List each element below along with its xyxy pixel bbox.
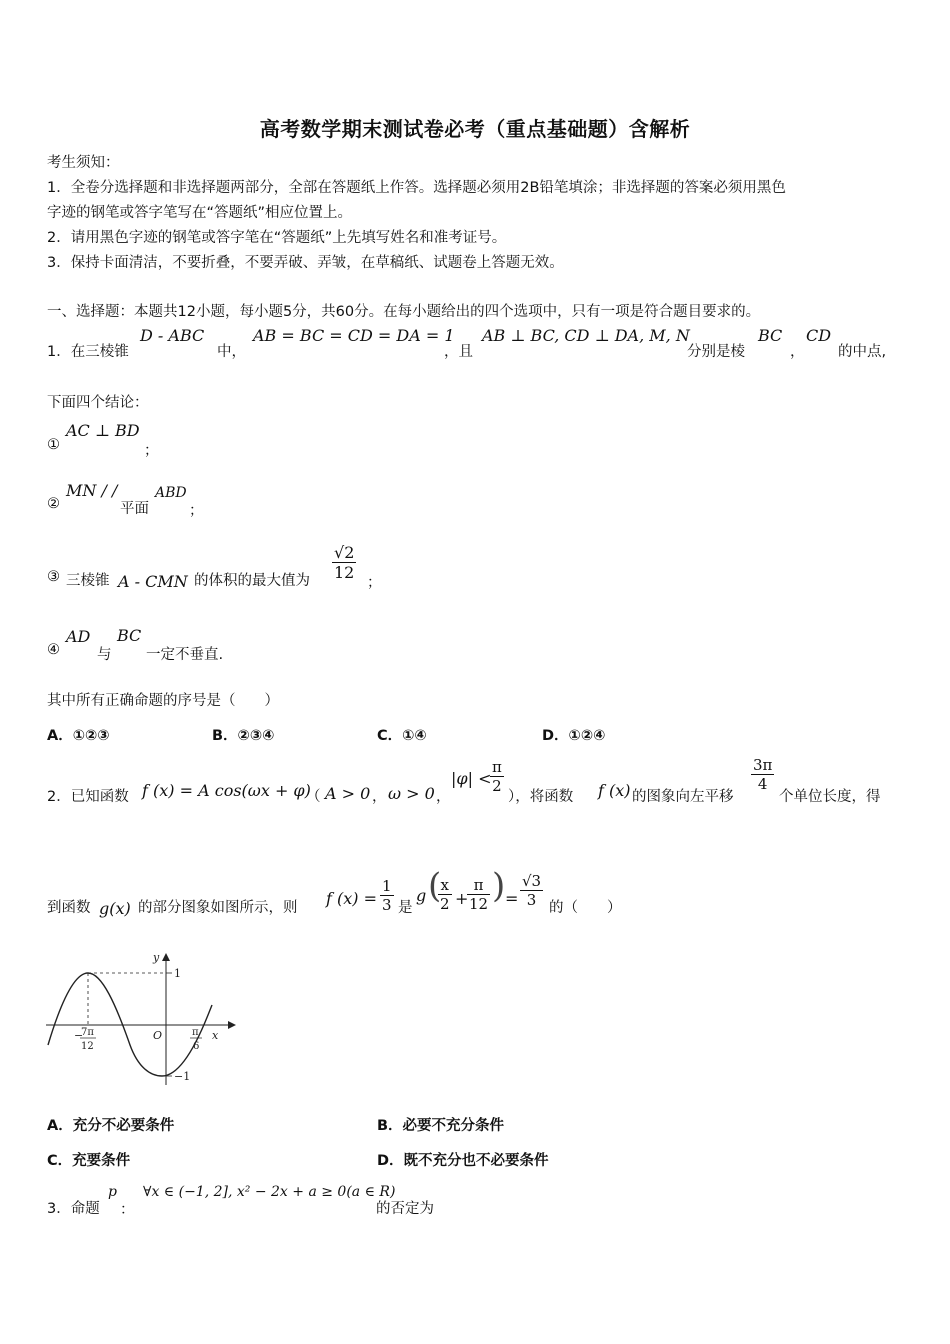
q2-f-den: 3 [382,896,392,914]
q1-text-5: 的中点, [838,344,887,360]
q1-ask: 其中所有正确命题的序号是（ ） [47,693,279,709]
q1-s1-math: AC ⊥ BD [66,421,140,440]
q1-option-d[interactable]: D．①②④ [542,728,606,744]
q1-text-3: 分别是棱 [687,344,745,360]
q1-s3-mark: ③ [47,569,60,585]
graph-origin-label: O [153,1029,163,1042]
q2-left-paren: ( [428,866,442,906]
q2-right-paren: ) [492,866,506,906]
q2-frac-pi12 [467,876,490,913]
q1-s1-end: ； [144,443,159,459]
q1-s2-end: ； [189,503,204,519]
x-axis-arrow [228,1021,236,1029]
y-axis-arrow [162,953,170,961]
q1-prefix: 1．在三棱锥 [47,344,129,360]
q1-text-1: 中， [217,344,246,360]
section-heading: 一、选择题：本题共12小题，每小题5分，共60分。在每小题给出的四个选项中，只有一项是符合题目要求的。 [47,304,761,320]
q2-one-third [380,877,394,914]
q1-text-2: ，且 [444,344,473,360]
q1-math-perp: AB ⊥ BC, CD ⊥ DA, M, N [482,326,690,345]
q1-s3-math: A - CMN [118,572,188,591]
q1-s3-text2: 的体积的最大值为 [194,573,310,589]
q2-frac-x2 [438,876,452,913]
q2-f-num: 1 [382,877,392,895]
q2-a-den: 2 [440,895,450,913]
q2-math-omega: ω > 0 [388,784,435,803]
q3-text-2: 的否定为 [376,1201,434,1217]
q1-s3-num: √2 [334,543,355,562]
notice-item-1-cont: 字迹的钢笔或答字笔写在“答题纸”相应位置上。 [47,205,353,221]
q1-s3-fraction [332,543,356,582]
q2-shift-num: 3π [753,756,773,774]
q2-line2-a: 到函数 [47,900,91,916]
q1-math-bc: BC [758,326,783,345]
q1-s2-math2: ABD [155,485,187,501]
q2-option-d[interactable]: D．既不充分也不必要条件 [377,1153,549,1169]
q2-pi-den: 2 [492,777,502,795]
q1-math-edges: AB = BC = CD = DA = 1 [253,326,455,345]
q2-line2-c: 是 [398,900,413,916]
q1-s3-text: 三棱锥 [66,573,110,589]
q1-s1-mark: ① [47,437,60,453]
graph-one-label: 1 [174,967,181,980]
q2-text-3: ， [436,789,451,805]
q2-pi-num: π [492,758,502,776]
q2-text-2: ， [372,789,387,805]
graph-left-num: 7π [81,1027,94,1038]
q2-shift-den: 4 [757,775,768,793]
q2-line2-d: 的（ ） [549,900,622,916]
q2-math-gx: g(x) [99,899,131,918]
q1-s2-mark: ② [47,496,60,512]
q2-math-f-eq: f (x) = [326,889,378,908]
q2-line2-b: 的部分图象如图所示，则 [138,900,298,916]
q1-text-4: ， [790,344,805,360]
q2-option-a[interactable]: A．充分不必要条件 [47,1118,175,1134]
q1-s4-math: AD [66,627,91,646]
graph-left-sign: − [74,1029,84,1042]
q2-math-fx: f (x) [598,781,631,800]
q2-b-num: π [467,876,490,895]
q1-s3-end: ； [367,575,382,591]
q1-option-a[interactable]: A．①②③ [47,728,110,744]
q1-option-b[interactable]: B．②③④ [212,728,275,744]
q2-prefix: 2．已知函数 [47,789,129,805]
q2-b-den: 12 [469,895,489,913]
notice-item-2: 2．请用黑色字迹的钢笔或答字笔在“答题纸”上先填写姓名和准考证号。 [47,230,507,246]
q1-lead: 下面四个结论： [47,395,149,411]
graph-left-den: 12 [81,1041,94,1052]
q3-math-p: p [108,1184,117,1200]
q2-option-b[interactable]: B．必要不充分条件 [377,1118,505,1134]
notice-item-1: 1．全卷分选择题和非选择题两部分，全部在答题纸上作答。选择题必须用2B铅笔填涂；非选择题的答案必须用黑色 [47,180,786,196]
q1-s2-math: MN / / [66,481,118,500]
graph-right-num: π [192,1027,199,1038]
q1-s4-text: 与 [97,647,112,663]
q2-r-num: √3 [522,872,542,890]
q2-math-g: g [416,886,427,905]
notice-heading: 考生须知： [47,155,120,171]
notice-item-3: 3．保持卡面清洁，不要折叠，不要弄破、弄皱，在草稿纸、试题卷上答题无效。 [47,255,564,271]
graph-right-den: 6 [193,1041,200,1052]
q1-s3-den: 12 [334,563,355,582]
q1-s2-text: 平面 [120,501,149,517]
q1-math-cd: CD [806,326,832,345]
q3-math-statement: ∀x ∈ (−1, 2], x² − 2x + a ≥ 0(a ∈ R) [143,1184,396,1200]
graph-y-label: y [153,951,160,964]
graph-neg-one-label: −1 [174,1070,191,1083]
q3-prefix: 3．命题 [47,1201,100,1217]
q2-text-5: 的图象向左平移 [632,789,734,805]
q2-text-6: 个单位长度，得 [779,789,881,805]
q2-math-a: A > 0 [325,784,371,803]
q1-s4-mark: ④ [47,642,60,658]
q2-a-num: x [438,876,452,895]
q2-text-4: ），将函数 [508,789,574,805]
graph-x-label: x [212,1029,219,1042]
q2-function-graph [40,945,240,1090]
q1-option-c[interactable]: C．①④ [377,728,427,744]
q2-text-1: （ [306,789,321,805]
page-title: 高考数学期末测试卷必考（重点基础题）含解析 [259,117,691,141]
q1-math-tetra: D - ABC [140,326,205,345]
q2-math-f: f (x) = A cos(ωx + φ) [142,781,311,800]
q2-shift-fraction [751,756,774,793]
q2-equals: = [505,889,519,908]
q2-r-den: 3 [526,891,537,909]
q2-option-c[interactable]: C．充要条件 [47,1153,131,1169]
q1-s4-math2: BC [117,626,142,645]
q2-plus: + [455,889,469,908]
q2-math-phi: |φ| < [451,769,492,788]
q1-s4-text2: 一定不垂直. [146,647,224,663]
q3-text-1: ： [120,1202,135,1218]
q2-pi-fraction [490,758,504,795]
q2-frac-root3 [520,872,543,909]
